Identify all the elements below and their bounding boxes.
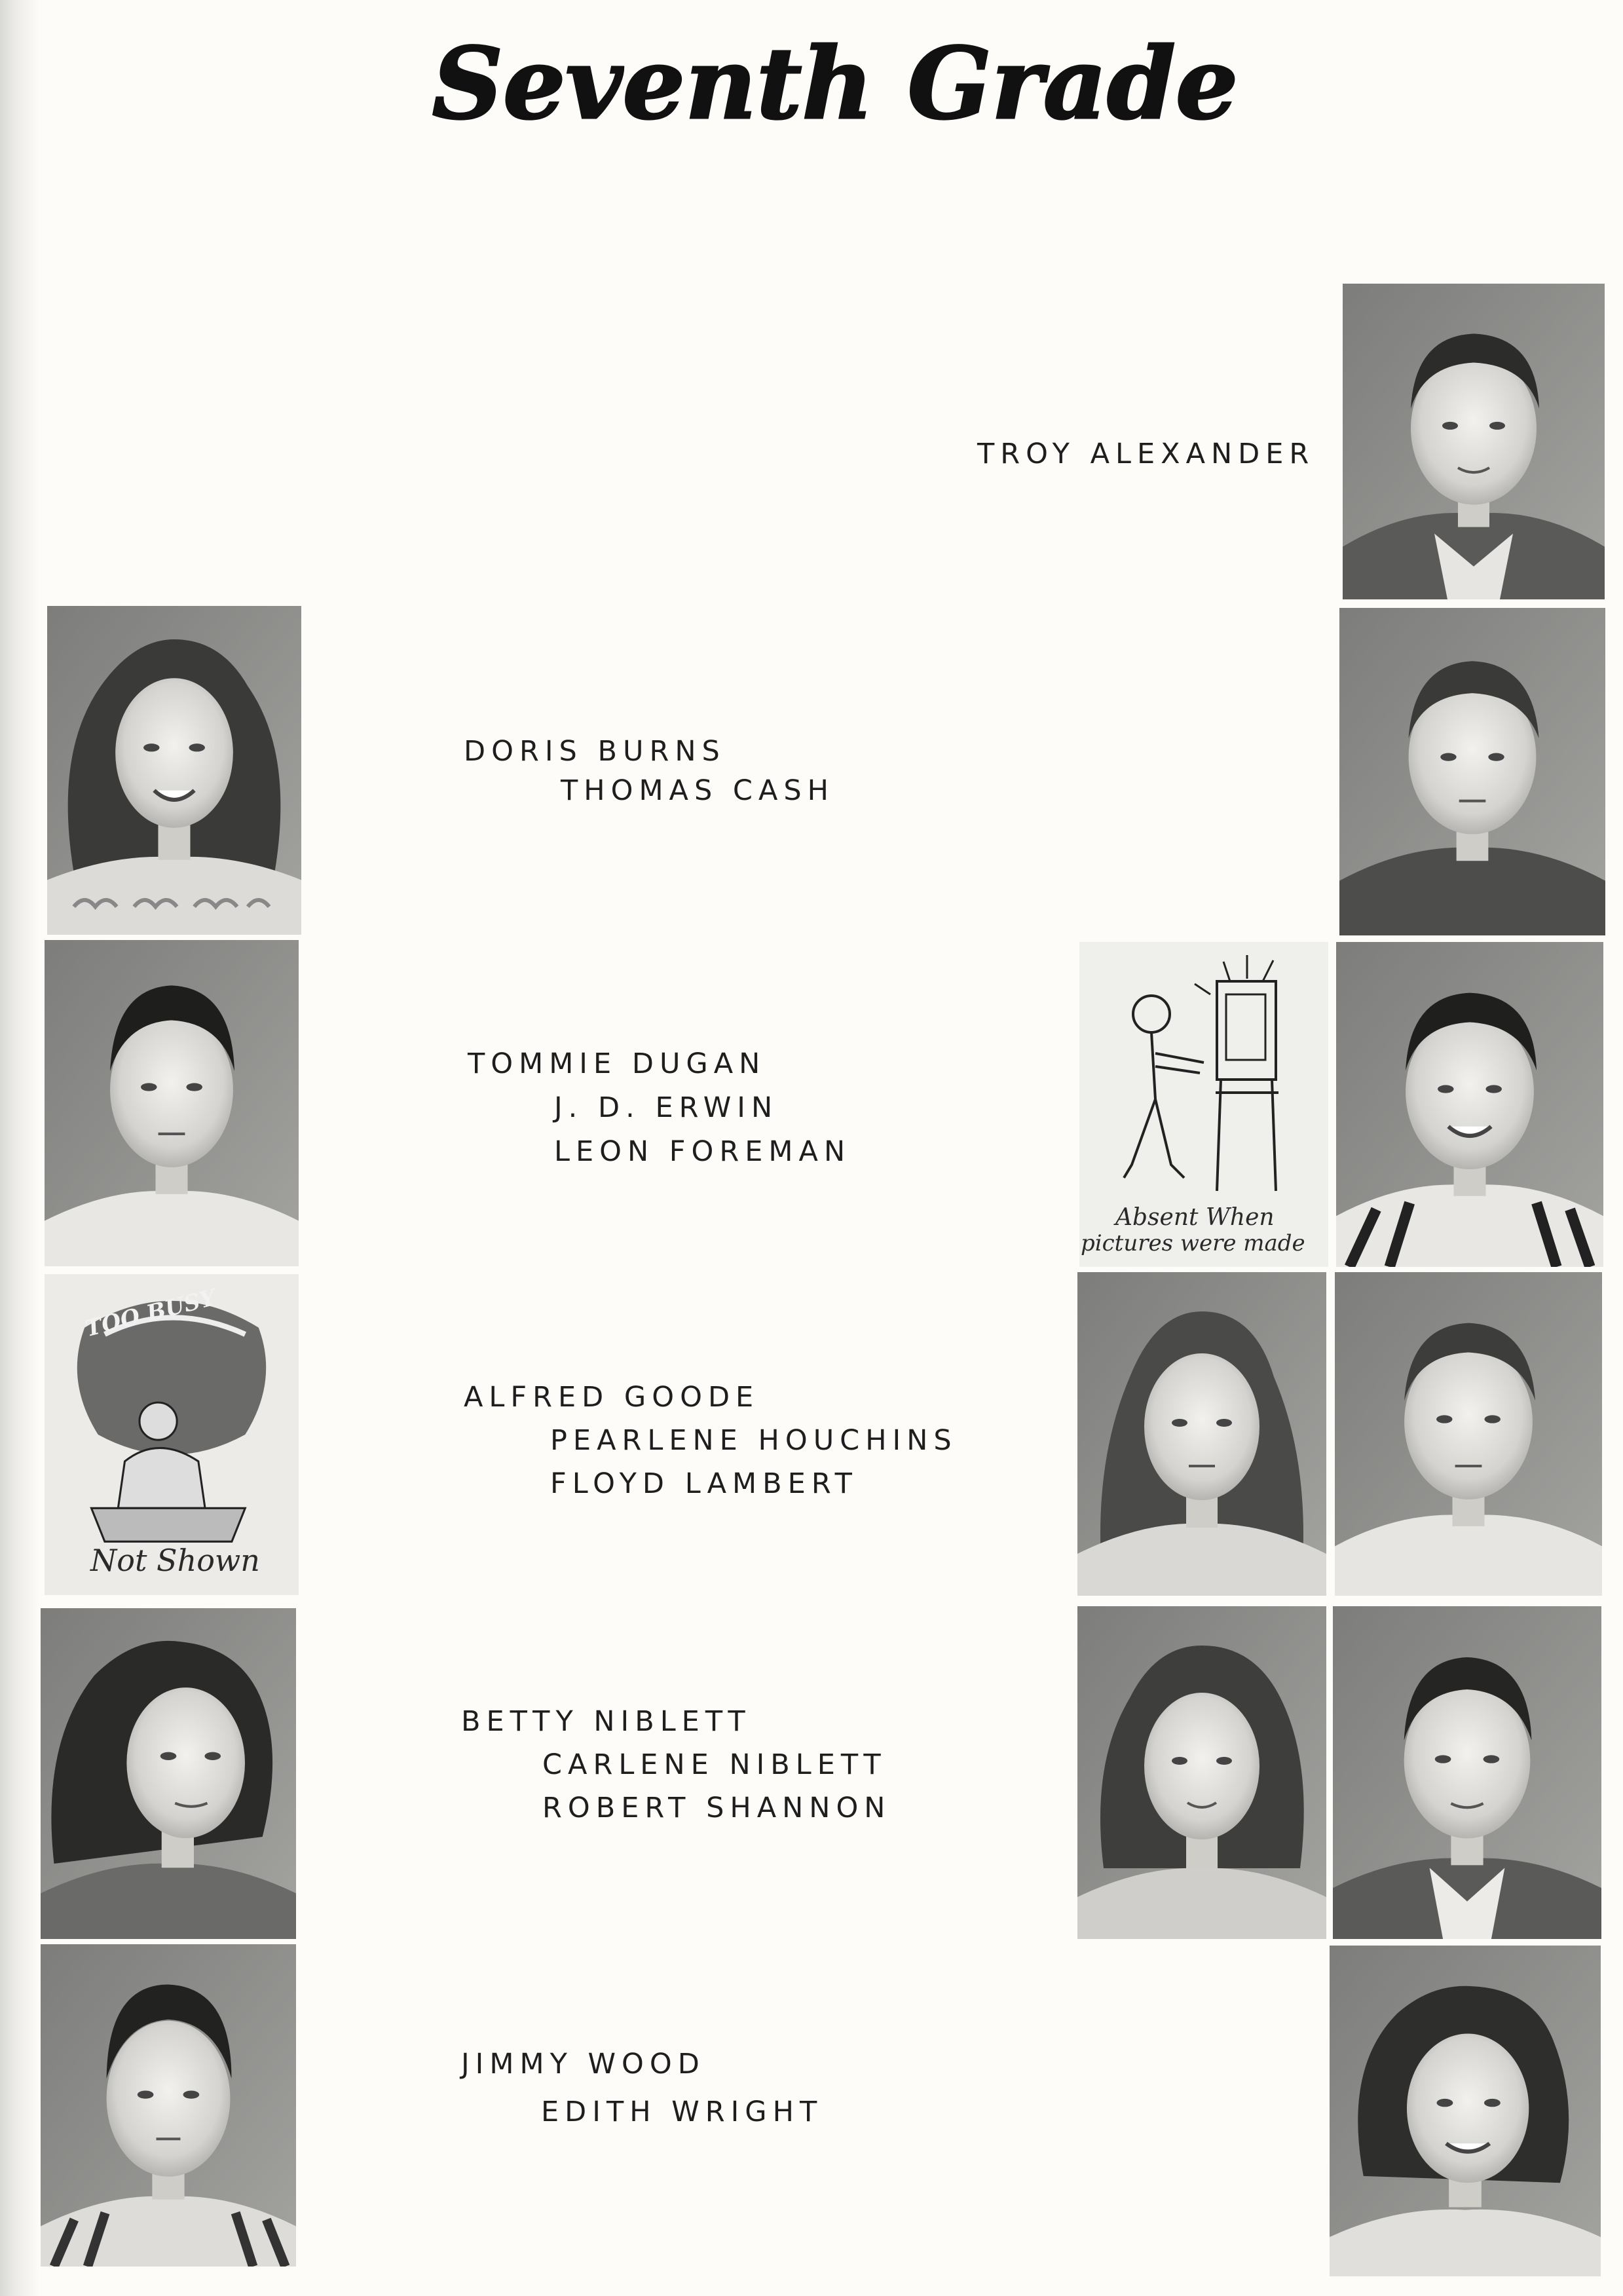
student-name: THOMAS CASH	[561, 774, 834, 807]
portrait-photo	[45, 940, 299, 1266]
student-name: ROBERT SHANNON	[542, 1792, 891, 1824]
student-name: DORIS BURNS	[464, 735, 726, 768]
student-name: ALFRED GOODE	[464, 1381, 760, 1414]
student-name: PEARLENE HOUCHINS	[550, 1424, 958, 1457]
page-binding-shadow	[0, 0, 39, 2296]
not-shown-placeholder-cartoon	[45, 1274, 299, 1595]
portrait-photo	[1335, 1272, 1602, 1596]
portrait-photo	[1333, 1606, 1601, 1939]
portrait-photo	[1077, 1606, 1326, 1939]
portrait-photo	[47, 606, 301, 935]
student-name: CARLENE NIBLETT	[542, 1748, 887, 1781]
portrait-photo	[41, 1944, 296, 2267]
absent-caption-line2: pictures were made	[1081, 1230, 1305, 1256]
too-busy-sign: TOO BUSY	[83, 1284, 219, 1343]
student-name: EDITH WRIGHT	[541, 2096, 823, 2128]
student-name: BETTY NIBLETT	[461, 1705, 751, 1738]
portrait-photo	[1339, 608, 1605, 935]
absent-placeholder-cartoon	[1079, 942, 1328, 1267]
absent-caption-line1: Absent When	[1115, 1204, 1275, 1231]
page-title	[432, 13, 1239, 170]
portrait-photo	[1077, 1272, 1326, 1596]
student-name: LEON FOREMAN	[554, 1135, 851, 1168]
student-name: TROY ALEXANDER	[977, 438, 1315, 470]
page-title-text: Seventh Grade	[432, 26, 1239, 141]
student-name: FLOYD LAMBERT	[550, 1467, 858, 1500]
page-title-lettering	[432, 13, 1239, 170]
student-name: JIMMY WOOD	[461, 2048, 705, 2080]
portrait-photo	[41, 1608, 296, 1939]
not-shown-caption: Not Shown	[90, 1543, 260, 1578]
portrait-photo	[1330, 1946, 1601, 2276]
student-name: J. D. ERWIN	[554, 1091, 779, 1124]
student-name: TOMMIE DUGAN	[468, 1047, 766, 1080]
portrait-photo	[1336, 942, 1603, 1267]
portrait-photo	[1343, 284, 1605, 599]
